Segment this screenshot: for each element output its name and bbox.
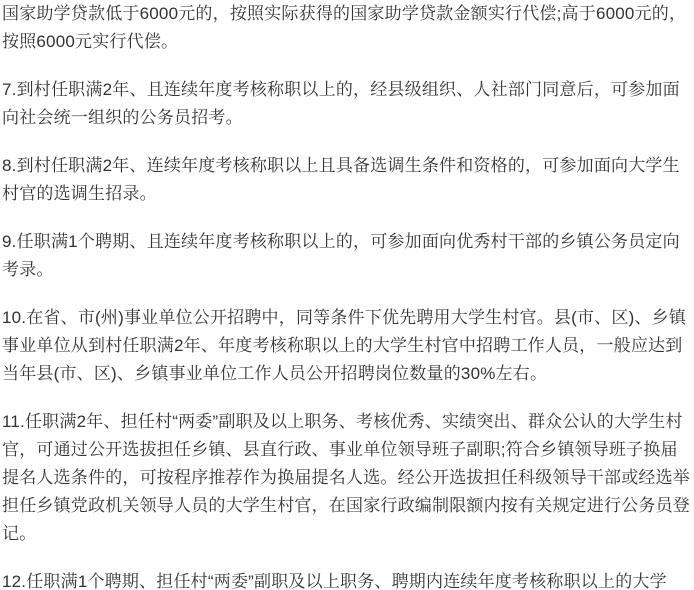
paragraph-continuation-loan-compensation: 国家助学贷款低于6000元的，按照实际获得的国家助学贷款金额实行代偿;高于6000元的，按照6000元实行代偿。 [2,4,687,51]
paragraph-item-9: 9.任职满1个聘期、且连续年度考核称职以上的，可参加面向优秀村干部的乡镇公务员定向考录。 [2,232,680,279]
paragraph-item-7: 7.到村任职满2年、且连续年度考核称职以上的，经县级组织、人社部门同意后，可参加面向社会统一组织的公务员招考。 [2,80,680,127]
paragraph-item-8: 8.到村任职满2年、连续年度考核称职以上且具备选调生条件和资格的，可参加面向大学生村官的选调生招录。 [2,156,680,203]
paragraph-item-11: 11.任职满2年、担任村“两委”副职及以上职务、考核优秀、实绩突出、群众公认的大学生村官，可通过公开选拔担任乡镇、县直行政、事业单位领导班子副职;符合乡镇领导班子换届提名人选条件的，可按程序推荐作为换届提名人选。经公开选拔担任科级领导干部或经选举担任乡镇党政机关领导人员的大学生村官，在国家行政编制限额内按有关规定进行公务员登记。 [2,412,690,543]
paragraph-item-10: 10.在省、市(州)事业单位公开招聘中，同等条件下优先聘用大学生村官。县(市、区)、乡镇事业单位从到村任职满2年、年度考核称职以上的大学生村官中招聘工作人员，一般应达到当年县(市、区)、乡镇事业单位工作人员公开招聘岗位数量的30%左右。 [2,308,687,383]
paragraph-item-12-truncated: 12.任职满1个聘期、担任村“两委”副职及以上职务、聘期内连续年度考核称职以上的大学 [2,572,667,590]
